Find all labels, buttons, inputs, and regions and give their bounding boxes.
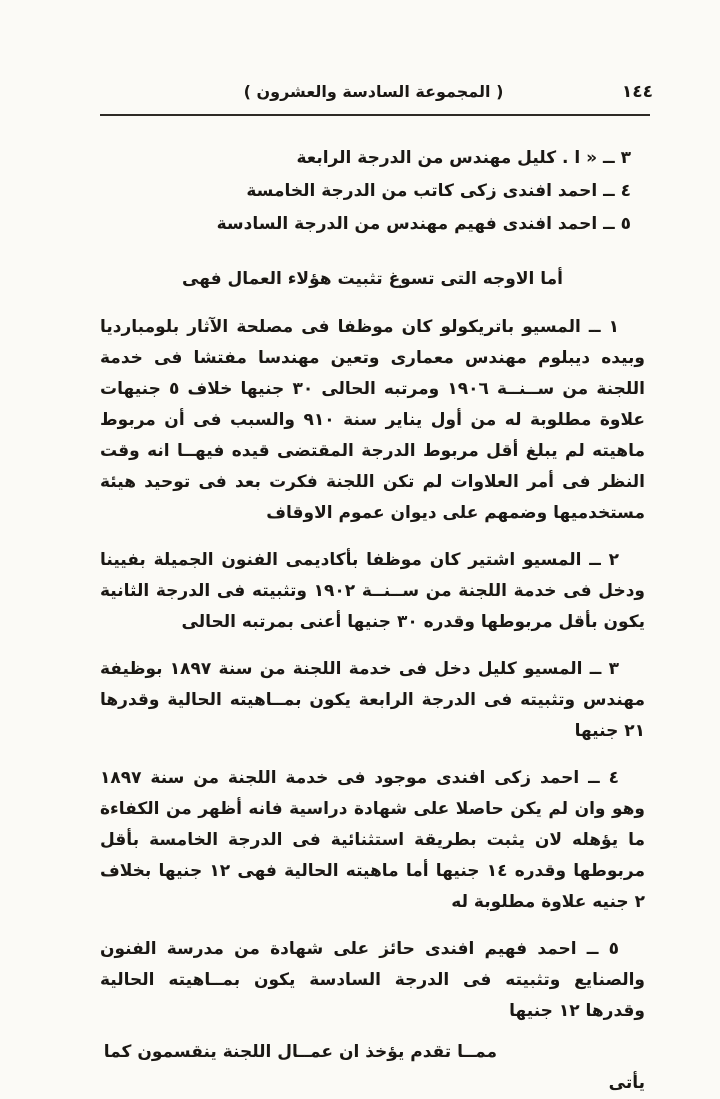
roster-item-3: ٣ ــ « ا . كليل مهندس من الدرجة الرابعة [296, 148, 631, 168]
roster-item-5: ٥ ــ احمد افندى فهيم مهندس من الدرجة السادسة [216, 214, 631, 234]
roster-item-4: ٤ ــ احمد افندى زكى كاتب من الدرجة الخامسة [246, 181, 631, 201]
justification-paragraph-3: ٣ ــ المسيو كليل دخل فى خدمة اللجنة من سنة ١٨٩٧ بوظيفة مهندس وتثبيته فى الدرجة الرابعة يكون بمــاهيته الحالية وقدرها ٢١ جنيها [100, 659, 645, 741]
justification-paragraph-5: ٥ ــ احمد فهيم افندى حائز على شهادة من مدرسة الفنون والصنايع وتثبيته فى الدرجة السادسة يكون بمــاهيته الحالية وقدرها ١٢ جنيها [100, 939, 645, 1021]
justification-paragraph-2: ٢ ــ المسيو اشتير كان موظفا بأكاديمى الفنون الجميلة بفيينا ودخل فى خدمة اللجنة من ســنــة ١٩٠٢ وتثبيته فى الدرجة الثانية يكون بأقل مربوطها وقدره ٣٠ جنيها أعنى بمرتبه الحالى [100, 550, 645, 632]
closing-line: ممــا تقدم يؤخذ ان عمــال اللجنة ينقسمون كما يأتى [103, 1042, 645, 1093]
page-number: ١٤٤ [621, 82, 653, 102]
header-divider [100, 114, 650, 116]
collection-title: ( المجموعة السادسة والعشرون ) [243, 82, 504, 101]
employee-roster-list [100, 142, 631, 241]
page-header [100, 82, 653, 110]
section-intro-line: أما الاوجه التى تسوغ تثبيت هؤلاء العمال فهى [182, 269, 563, 289]
page-content [100, 126, 645, 1099]
justification-paragraph-1: ١ ــ المسيو باتريكولو كان موظفا فى مصلحة الآثار بلومبارديا وبيده ديبلوم مهندس معمارى وتعين مهندسا مفتشا فى خدمة اللجنة من ســنــة ١٩٠٦ ومرتبه الحالى ٣٠ جنيها خلاف ٥ جنيهات علاوة مطلوبة له من أول يناير سنة ٩١٠ والسبب فى أن مربوط ماهيته لم يبلغ أقل مربوط الدرجة المقتضى قيده فيهــا انه وقت النظر فى أمر العلاوات لم تكن اللجنة فكرت بعد فى توحيد هيئة مستخدميها وضمهم على ديوان عموم الاوقاف [100, 317, 645, 523]
justification-paragraph-4: ٤ ــ احمد زكى افندى موجود فى خدمة اللجنة من سنة ١٨٩٧ وهو وان لم يكن حاصلا على شهادة دراسية فانه أظهر من الكفاءة ما يؤهله لان يثبت بطريقة استثنائية فى الدرجة الخامسة بأقل مربوطها وقدره ١٤ جنيها أما ماهيته الحالية فهى ١٢ جنيها بخلاف ٢ جنيه علاوة مطلوبة له [100, 768, 646, 912]
